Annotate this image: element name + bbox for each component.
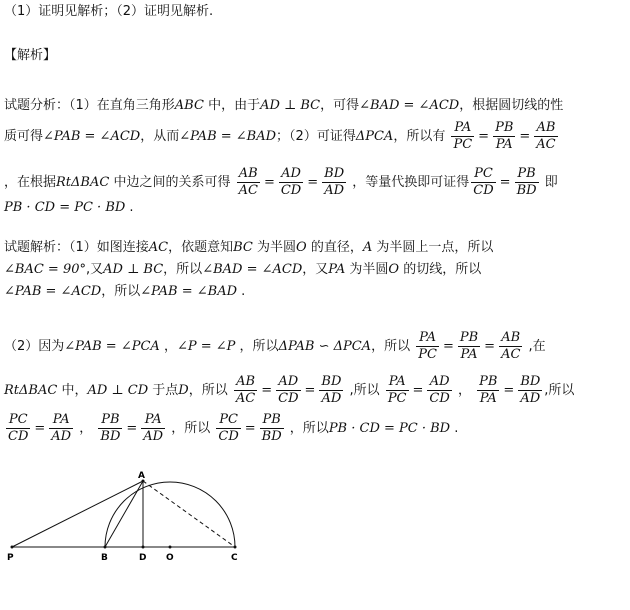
fraction-pc-cd: $\frac{PC}{CD}$: [218, 412, 239, 444]
fraction-pa-ad: $\frac{PA}{AD}$: [143, 412, 164, 444]
point-b: [104, 546, 107, 549]
part2-line-1: （2）因为∠PAB = ∠PCA ，∠P = ∠P ，所以ΔPAB ∽ ΔPCA，所以 $\frac{PA}{PC}$ = $\frac{PB}{PA}$ = $\frac{AB}{AC}$ ,在: [4, 330, 546, 362]
fraction-ad-cd: $\frac{AD}{CD}$: [278, 374, 299, 406]
fraction-ad-cd: $\frac{AD}{CD}$: [280, 166, 302, 198]
fraction-bd-ad: $\frac{BD}{AD}$: [520, 374, 541, 406]
fraction-bd-ad: $\frac{BD}{AD}$: [324, 166, 345, 198]
segment-pa: [12, 481, 143, 547]
solution-line-2: ∠BAC = 90°,又AD ⊥ BC，所以∠BAD = ∠ACD，又PA 为半圆O 的切线，所以: [4, 262, 482, 277]
fraction-pa-pc: $\frac{PA}{PC}$: [418, 330, 437, 362]
fraction-ab-ac: $\frac{AB}{AC}$: [235, 374, 256, 406]
solution-line-1: 试题解析：（1）如图连接AC，依题意知BC 为半圆O 的直径，A 为半圆上一点，所以: [4, 240, 494, 255]
label-p: P: [7, 553, 14, 563]
analysis-line-1: 试题分析：（1）在直角三角形ABC 中，由于AD ⊥ BC，可得∠BAD = ∠ACD，根据圆切线的性: [4, 98, 564, 113]
fraction-ad-cd: $\frac{AD}{CD}$: [429, 374, 450, 406]
fraction-pb-pa: $\frac{PB}{PA}$: [459, 330, 479, 362]
analysis-line-2: 质可得∠PAB = ∠ACD，从而∠PAB = ∠BAD；（2）可证得ΔPCA，所以有 $\frac{PA}{PC}$ = $\frac{PB}{PA}$ = $\frac{AB}{AC}$: [4, 120, 556, 152]
part2-line-3: $\frac{PC}{CD}$ = $\frac{PA}{AD}$ ， $\frac{PB}{BD}$ = $\frac{PA}{AD}$ ，所以 $\frac{PC}{CD}$ = $\frac{PB}{BD}$ ，所以PB · CD = PC · BD .: [8, 412, 459, 444]
fraction-pb-pa: $\frac{PB}{PA}$: [479, 374, 498, 406]
fraction-ab-ac: $\frac{AB}{AC}$: [238, 166, 258, 198]
fraction-pb-bd: $\frac{PB}{BD}$: [261, 412, 282, 444]
label-a: A: [138, 471, 145, 481]
analysis-line-4: PB · CD = PC · BD .: [4, 200, 134, 215]
fraction-pa-pc: $\frac{PA}{PC}$: [453, 120, 473, 152]
fraction-ab-ac: $\frac{AB}{AC}$: [536, 120, 556, 152]
part2-line-2: RtΔBAC 中，AD ⊥ CD 于点D，所以 $\frac{AB}{AC}$ = $\frac{AD}{CD}$ = $\frac{BD}{AD}$ ,所以 $\frac{PA}{PC}$ = $\frac{AD}{CD}$ ， $\frac{PB}{PA}$ = $\frac{BD}{AD}$ ,所以: [4, 374, 575, 406]
label-o: O: [166, 553, 174, 563]
label-c: C: [231, 553, 238, 563]
answer-text: （1）证明见解析；（2）证明见解析.: [4, 4, 214, 19]
fraction-pb-bd: $\frac{PB}{BD}$: [100, 412, 121, 444]
fraction-pb-bd: $\frac{PB}{BD}$: [516, 166, 537, 198]
analysis-line-3: ，在根据RtΔBAC 中边之间的关系可得 $\frac{AB}{AC}$ = $\frac{AD}{CD}$ = $\frac{BD}{AD}$ ，等量代换即可证得 $\frac{PC}{CD}$ = $\frac{PB}{BD}$ 即: [4, 166, 558, 198]
fraction-ab-ac: $\frac{AB}{AC}$: [501, 330, 521, 362]
answer-line: [4, 2, 213, 22]
segment-ac-dashed: [143, 481, 235, 547]
point-c: [234, 546, 237, 549]
point-p: [11, 546, 14, 549]
point-d: [142, 546, 145, 549]
analysis-heading: 【解析】: [4, 48, 57, 63]
geometry-figure: [0, 468, 250, 578]
point-o: [169, 546, 172, 549]
fraction-pa-pc: $\frac{PA}{PC}$: [387, 374, 407, 406]
fraction-pb-pa: $\frac{PB}{PA}$: [495, 120, 514, 152]
semicircle: [105, 482, 235, 547]
fraction-pc-cd: $\frac{PC}{CD}$: [473, 166, 494, 198]
fraction-pc-cd: $\frac{PC}{CD}$: [8, 412, 29, 444]
label-b: B: [101, 553, 108, 563]
fraction-bd-ad: $\frac{BD}{AD}$: [321, 374, 342, 406]
label-d: D: [139, 553, 147, 563]
solution-line-3: ∠PAB = ∠ACD，所以∠PAB = ∠BAD .: [4, 284, 246, 299]
fraction-pa-ad: $\frac{PA}{AD}$: [51, 412, 72, 444]
